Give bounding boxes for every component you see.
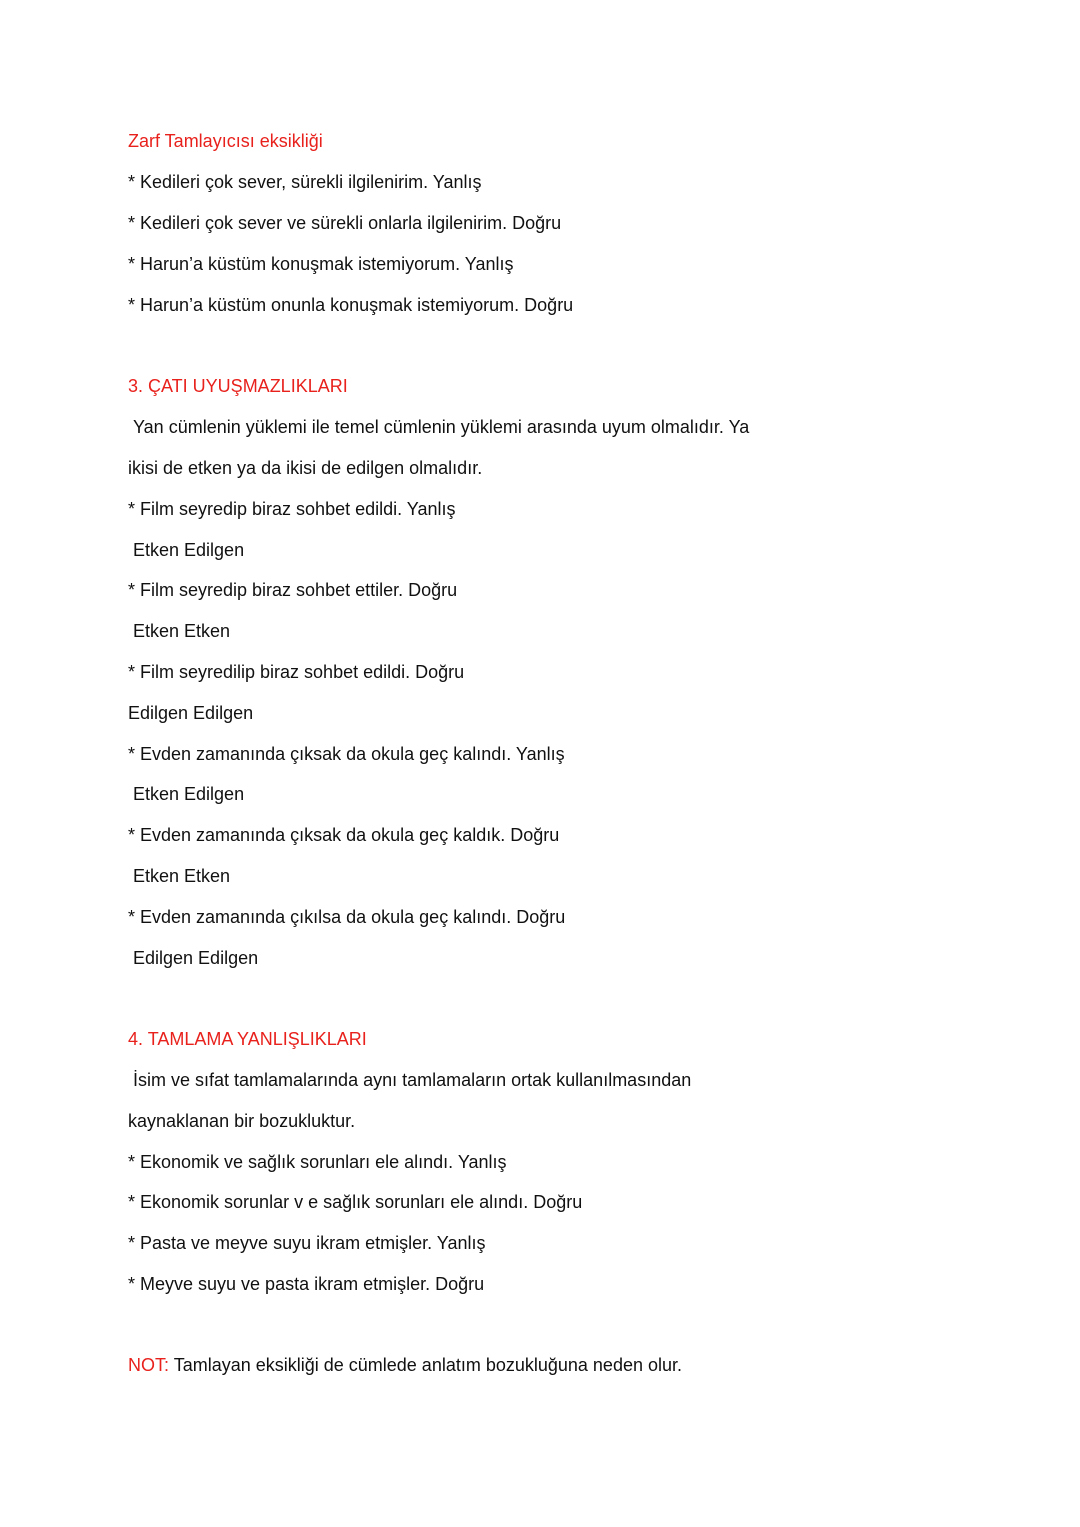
example-sentence: * Ekonomik ve sağlık sorunları ele alındı. Yanlış	[128, 1152, 507, 1172]
example-sentence: * Harun’a küstüm konuşmak istemiyorum. Yanlış	[128, 254, 514, 274]
example-sentence: * Evden zamanında çıksak da okula geç kaldık. Doğru	[128, 825, 560, 845]
section-heading-cati: 3. ÇATI UYUŞMAZLIKLARI	[128, 376, 348, 396]
section-description: ikisi de etken ya da ikisi de edilgen olmalıdır.	[128, 458, 483, 478]
example-sentence: * Kedileri çok sever, sürekli ilgilenirim. Yanlış	[128, 172, 482, 192]
example-sentence: * Pasta ve meyve suyu ikram etmişler. Yanlış	[128, 1233, 486, 1253]
example-sentence: * Kedileri çok sever ve sürekli onlarla ilgilenirim. Doğru	[128, 213, 562, 233]
note-label: NOT:	[128, 1355, 170, 1375]
example-sentence: * Evden zamanında çıkılsa da okula geç kalındı. Doğru	[128, 907, 566, 927]
section-description: kaynaklanan bir bozukluktur.	[128, 1111, 356, 1131]
section-heading-tamlama: 4. TAMLAMA YANLIŞLIKLARI	[128, 1029, 367, 1049]
note	[128, 1350, 682, 1380]
example-sentence: * Meyve suyu ve pasta ikram etmişler. Doğru	[128, 1274, 485, 1294]
voice-label: Edilgen Edilgen	[128, 703, 254, 723]
section-description: Yan cümlenin yüklemi ile temel cümlenin yüklemi arasında uyum olmalıdır. Ya	[133, 417, 750, 437]
voice-label: Etken Edilgen	[133, 540, 245, 560]
voice-label: Edilgen Edilgen	[133, 948, 259, 968]
example-sentence: * Film seyredilip biraz sohbet edildi. Doğru	[128, 662, 465, 682]
note-text: Tamlayan eksikliği de cümlede anlatım bozukluğuna neden olur.	[169, 1355, 682, 1375]
voice-label: Etken Edilgen	[133, 784, 245, 804]
example-sentence: * Film seyredip biraz sohbet ettiler. Doğru	[128, 580, 458, 600]
example-sentence: * Ekonomik sorunlar v e sağlık sorunları ele alındı. Doğru	[128, 1192, 583, 1212]
example-sentence: * Harun’a küstüm onunla konuşmak istemiyorum. Doğru	[128, 295, 574, 315]
voice-label: Etken Etken	[133, 866, 231, 886]
section-heading-zarf: Zarf Tamlayıcısı eksikliği	[128, 131, 323, 151]
voice-label: Etken Etken	[133, 621, 231, 641]
example-sentence: * Evden zamanında çıksak da okula geç kalındı. Yanlış	[128, 744, 565, 764]
example-sentence: * Film seyredip biraz sohbet edildi. Yanlış	[128, 499, 456, 519]
section-description: İsim ve sıfat tamlamalarında aynı tamlamaların ortak kullanılmasından	[133, 1070, 692, 1090]
